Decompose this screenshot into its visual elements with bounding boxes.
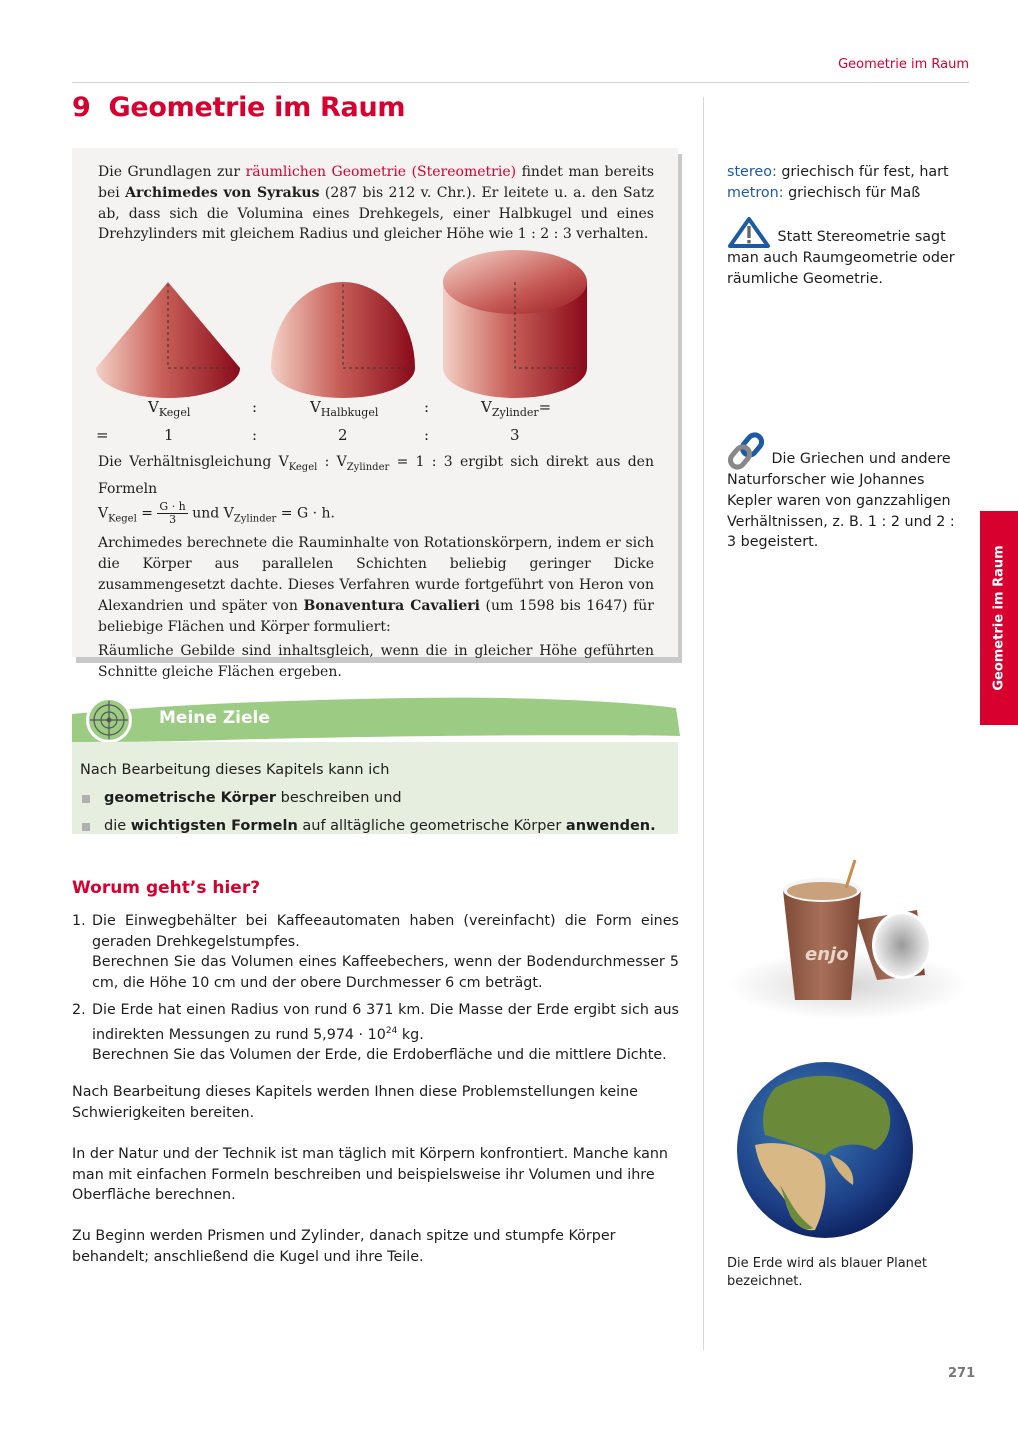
text: die [104,818,131,834]
section-title: Worum geht’s hier? [72,878,261,898]
problem-text [92,1000,679,1045]
ratio-equation [98,452,654,499]
svg-text:enjo: enjo [805,944,849,965]
subscript: Kegel [108,513,137,525]
text: auf alltägliche geometrische Körper [297,818,566,834]
subscript: Zylinder [346,461,390,473]
text: kg. [397,1026,424,1043]
v-kegel [148,398,190,419]
image-caption: Die Erde wird als blauer Planet bezeichnet. [727,1256,927,1289]
v-symbol: V [148,398,159,416]
archimedes-name: Archimedes von Syrakus [125,184,320,201]
problem-item [72,911,679,994]
paragraph: Zu Beginn werden Prismen und Zylinder, danach spitze und stumpfe Körper behandelt; anschließend die Kugel und ihre Teile. [72,1228,616,1265]
equals: = [136,505,158,522]
text: Die Verhältnisgleichung V [98,454,289,470]
ratio-colon: : [252,426,258,444]
intro-paragraph [98,162,654,245]
exponent: 24 [385,1025,398,1036]
problem-list [72,911,679,1072]
text: = 1 : 3 ergibt sich direkt aus den Formeln [98,454,654,497]
cone-shape [96,282,240,398]
problem-task: Berechnen Sie das Volumen der Erde, die Erdoberfläche und die mittlere Dichte. [92,1046,667,1063]
goal-item [80,812,656,840]
hemisphere-shape [271,282,415,398]
text: Archimedes berechnete die Rauminhalte von Rotationskörpern, indem er sich die Körper aus parallelen Schichten beliebig geringer Dicke zusammengesetzt dachte. Dieses Verfahren wurde fortgeführt von Heron von Alexandrien und später von [98,535,654,614]
glossary-entry [727,162,962,183]
warning-triangle-icon [727,216,771,248]
highlight-term: räumlichen Geometrie (Stereometrie) [245,164,517,180]
chapter-title [72,92,405,123]
problem-task: Berechnen Sie das Volumen eines Kaffeebechers, wenn der Bodendurchmesser 5 cm, die Höhe 10 cm und der obere Durchmesser 6 cm beträgt. [92,954,679,992]
goal-item [80,784,656,812]
intro-text: Die Grundlagen zur [98,164,246,180]
solids-illustration [72,248,678,398]
chapter-number: 9 [72,92,91,123]
equals: = [538,398,552,416]
glossary-note [727,162,962,204]
subscript: Kegel [158,406,191,419]
cavalieri-paragraph [98,533,654,637]
v-halbkugel [310,398,378,419]
coffee-cups-image [727,850,970,1020]
text: (um 1598 bis 1647) für beliebige Flächen und Körper formuliert: [98,597,654,635]
subscript: Halbkugel [320,406,379,419]
v-symbol: V [481,398,492,416]
chain-link-icon [727,432,767,470]
subscript: Zylinder [491,406,539,419]
text: geometrische Körper [104,790,277,806]
intro-text: findet man bereits bei [98,164,655,201]
ratio-value: 3 [510,426,520,444]
v-symbol: V [98,505,109,522]
subscript: Zylinder [233,513,277,525]
warning-text: Statt Stereometrie sagt man auch Raumgeometrie oder räumliche Geometrie. [727,229,955,287]
glossary-definition: griechisch für fest, hart [776,164,949,180]
cavalieri-name: Bonaventura Cavalieri [303,597,480,614]
intro-box [72,148,678,681]
item-number: 2. [72,1001,86,1018]
text: anwenden. [565,818,656,834]
v-zylinder [481,398,551,419]
glossary-term: stereo: [727,164,777,180]
running-head: Geometrie im Raum [838,57,969,72]
volume-formulas [98,501,654,530]
formula-block [98,452,654,683]
text: : V [317,454,347,470]
side-tab-label: Geometrie im Raum [991,545,1007,691]
fraction [157,501,187,526]
glossary-term: metron: [727,184,784,201]
chapter-title-text: Geometrie im Raum [108,92,406,123]
glossary-entry [727,183,962,204]
ratio-value: 2 [338,426,348,444]
intro-text: (287 bis 212 v. Chr.). Er leitete u. a. den Satz ab, dass sich die Volumina eines Drehkegels, einer Halbkugel und eines Drehzylinders mit gleichem Radius und gleicher Höhe wie 1 : 2 : 3 verhalten. [98,184,654,243]
goals-list [80,756,656,840]
target-icon [84,695,134,745]
earth-globe-image [735,1060,915,1240]
warning-note [727,216,962,290]
problem-item [72,1000,679,1066]
chapter-side-tab[interactable] [980,511,1018,725]
numerator: G · h [159,500,186,514]
column-divider [703,97,704,1350]
text: wichtigsten Formeln [130,818,298,834]
item-number: 1. [72,913,86,929]
ratio-value: 1 [164,426,174,444]
cavalieri-principle: Räumliche Gebilde sind inhaltsgleich, wenn die in gleicher Höhe geführten Schnitte gleiche Flächen ergeben. [98,643,654,681]
square-bullet-icon [82,795,90,803]
cylinder-shape [443,250,587,398]
header-divider [72,82,969,83]
cross-reference-note [727,432,962,553]
text: beschreiben und [276,790,402,806]
subscript: Kegel [288,461,318,473]
text: und V [187,505,234,522]
goals-intro: Nach Bearbeitung dieses Kapitels kann ich [80,762,390,778]
ratio-colon: : [252,398,258,416]
v-symbol: V [310,398,321,416]
ratio-colon: : [424,398,430,416]
square-bullet-icon [82,823,90,831]
glossary-definition: griechisch für Maß [783,184,921,201]
equals: = [96,426,109,444]
goals-title: Meine Ziele [159,708,270,728]
text: = G · h. [276,505,335,522]
paragraph: In der Natur und der Technik ist man täglich mit Körpern konfrontiert. Manche kann man mit einfachen Formeln beschreiben und beispielsweise ihr Volumen und ihre Oberfläche berechnen. [72,1146,668,1204]
text: Die Erde hat einen Radius von rund 6 371 km. Die Masse der Erde ergibt sich aus indirekten Messungen zu rund 5,974 · 10 [92,1001,679,1043]
denominator: 3 [169,513,177,527]
paragraph: Nach Bearbeitung dieses Kapitels werden Ihnen diese Problemstellungen keine Schwierigkeiten bereiten. [72,1084,638,1121]
cross-reference-text: Die Griechen und andere Naturforscher wie Johannes Kepler waren von ganzzahligen Verhältnissen, z. B. 1 : 2 und 2 : 3 begeistert. [727,451,955,551]
problem-text: Die Einwegbehälter bei Kaffeeautomaten haben (vereinfacht) die Form eines geraden Drehkegelstumpfes. [92,913,679,950]
page-number: 271 [948,1366,976,1381]
ratio-colon: : [424,426,430,444]
